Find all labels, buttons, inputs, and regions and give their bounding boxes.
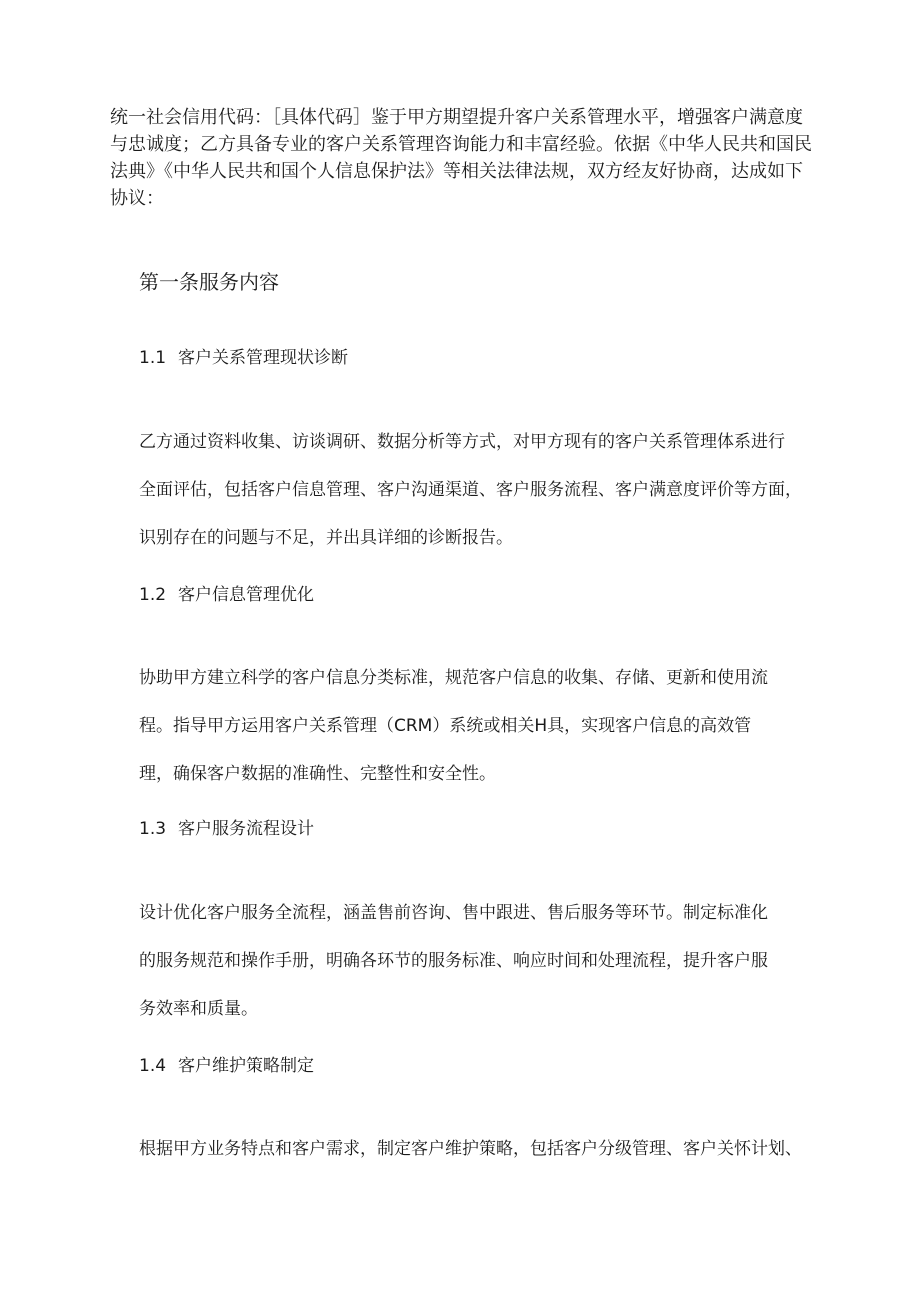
article-title: 第一条服务内容: [139, 270, 279, 294]
intro-line: 法典》《中华人民共和国个人信息保护法》等相关法律法规，双方经友好协商，达成如下: [110, 161, 803, 182]
paragraph-line: 设计优化客户服务全流程，涵盖售前咨询、售中跟进、售后服务等环节。制定标准化: [139, 903, 768, 923]
section-paragraph-1-3: [139, 889, 799, 1033]
paragraph-line: 协助甲方建立科学的客户信息分类标准，规范客户信息的收集、存储、更新和使用流: [139, 668, 768, 688]
section-number: 1.3: [139, 819, 167, 839]
section-heading-1-2: [139, 583, 314, 607]
intro-line: 协议：: [110, 188, 164, 209]
section-paragraph-1-2: [139, 654, 799, 798]
section-number: 1.2: [139, 585, 167, 605]
intro-line: 统一社会信用代码：［具体代码］鉴于甲方期望提升客户关系管理水平，增强客户满意度: [110, 107, 803, 128]
paragraph-line: 识别存在的问题与不足，并出具详细的诊断报告。: [139, 528, 513, 548]
paragraph-line: 务效率和质量。: [139, 999, 258, 1019]
section-heading-1-1: [139, 346, 348, 370]
paragraph-line: 乙方通过资料收集、访谈调研、数据分析等方式，对甲方现有的客户关系管理体系进行: [139, 432, 785, 452]
section-heading-1-3: [139, 817, 314, 841]
intro-line: 与忠诚度；乙方具备专业的客户关系管理咨询能力和丰富经验。依据《中华人民共和国民: [110, 134, 812, 155]
section-paragraph-1-1: [139, 418, 802, 562]
intro-paragraph: [110, 104, 812, 212]
paragraph-line: 程。指导甲方运用客户关系管理（CRM）系统或相关H具，实现客户信息的高效管: [139, 716, 752, 736]
paragraph-line: 根据甲方业务特点和客户需求，制定客户维护策略，包括客户分级管理、客户关怀计划、: [139, 1139, 802, 1159]
paragraph-line: 全面评估，包括客户信息管理、客户沟通渠道、客户服务流程、客户满意度评价等方面，: [139, 480, 802, 500]
section-title: 客户服务流程设计: [178, 819, 315, 839]
paragraph-line: 的服务规范和操作手册，明确各环节的服务标准、响应时间和处理流程，提升客户服: [139, 951, 768, 971]
section-number: 1.4: [139, 1056, 167, 1076]
section-title: 客户关系管理现状诊断: [178, 348, 349, 368]
section-paragraph-1-4: [139, 1125, 802, 1173]
section-title: 客户维护策略制定: [178, 1056, 315, 1076]
section-number: 1.1: [139, 348, 167, 368]
section-heading-1-4: [139, 1054, 314, 1078]
paragraph-line: 理，确保客户数据的准确性、完整性和安全性。: [139, 764, 496, 784]
section-title: 客户信息管理优化: [178, 585, 315, 605]
